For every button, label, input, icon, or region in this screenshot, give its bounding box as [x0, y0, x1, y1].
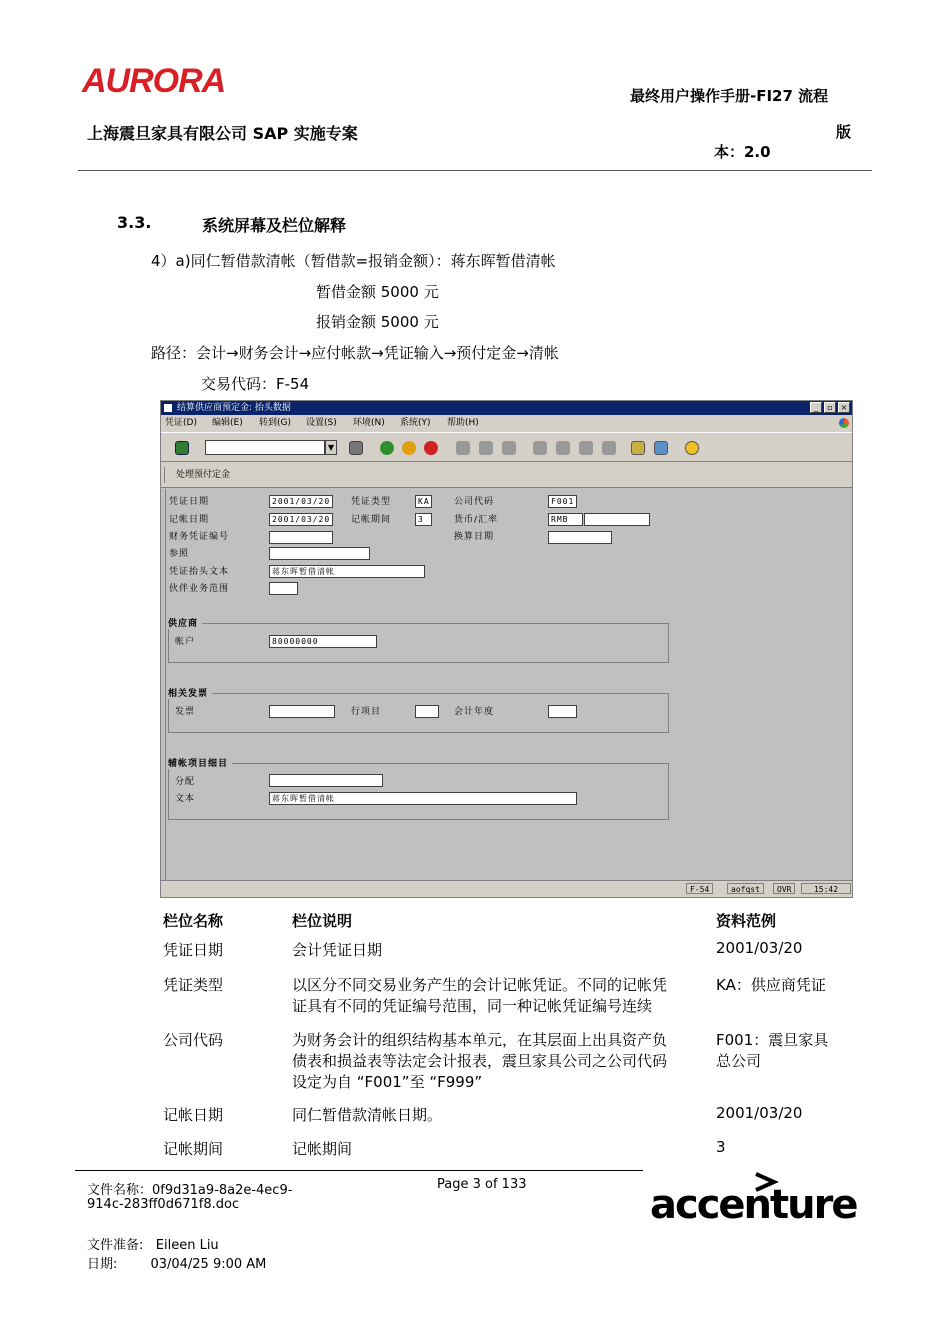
menu-item-goto[interactable]: 转到(G) — [259, 418, 291, 428]
item-text-label: 文本 — [175, 794, 196, 804]
loan-amount: 暂借金额 5000 元 — [316, 283, 439, 301]
vendor-group-title: 供应商 — [168, 616, 202, 629]
table-row-example: 总公司 — [716, 1052, 762, 1070]
intro-line: 4）a)同仁暂借款清帐（暂借款=报销金额）：蒋东晖暂借清帐 — [151, 252, 556, 270]
assignment-label: 分配 — [175, 777, 196, 787]
sap-status-icon — [839, 418, 849, 428]
vendor-group — [168, 623, 669, 663]
table-row-example: KA：供应商凭证 — [716, 976, 826, 994]
doc-date-label: 凭证日期 — [169, 497, 210, 507]
table-row-desc: 会计凭证日期 — [292, 941, 383, 959]
version-label: 版 — [836, 123, 852, 141]
help-icon[interactable] — [685, 441, 699, 455]
item-text-field[interactable]: 蒋东晖暂借清帐 — [269, 792, 577, 805]
table-row-desc: 记帐期间 — [292, 1140, 353, 1158]
application-toolbar — [161, 462, 852, 488]
sap-title-bar — [161, 401, 852, 415]
transaction-code: 交易代码：F-54 — [201, 375, 310, 393]
section-number: 3.3. — [117, 213, 152, 232]
print-icon[interactable] — [456, 441, 470, 455]
company-code-field[interactable]: F001 — [548, 495, 577, 508]
previous-page-icon[interactable] — [556, 441, 570, 455]
doc-date-field[interactable]: 2001/03/20 — [269, 495, 333, 508]
period-field[interactable]: 3 — [415, 513, 432, 526]
post-date-field[interactable]: 2001/03/20 — [269, 513, 333, 526]
company-project: 上海震旦家具有限公司 SAP 实施专案 — [87, 124, 358, 143]
menu-item-system[interactable]: 系统(Y) — [400, 418, 431, 428]
table-row-desc: 设定为自 “F001”至 “F999” — [292, 1073, 483, 1091]
section-title: 系统屏幕及栏位解释 — [202, 216, 347, 235]
translation-date-field[interactable] — [548, 531, 612, 544]
find-icon[interactable] — [479, 441, 493, 455]
table-row-name: 凭证日期 — [163, 941, 224, 959]
table-row-desc: 证具有不同的凭证编号范围，同一种记帐凭证编号连续 — [292, 997, 653, 1015]
invoice-group-title: 相关发票 — [168, 686, 212, 699]
trading-partner-field[interactable] — [269, 582, 298, 595]
invoice-label: 发票 — [175, 707, 196, 717]
table-row-example: 2001/03/20 — [716, 939, 803, 957]
table-row-example: 3 — [716, 1138, 726, 1156]
table-row-desc: 以区分不同交易业务产生的会计记帐凭证。不同的记帐凭 — [292, 976, 668, 994]
command-field[interactable] — [205, 440, 325, 455]
page-number: Page 3 of 133 — [437, 1177, 527, 1192]
menu-item-environment[interactable]: 环境(N) — [353, 418, 385, 428]
table-header-example: 资料范例 — [716, 912, 777, 930]
trading-partner-label: 伙伴业务范围 — [169, 584, 230, 594]
accenture-wordmark: accenture — [650, 1182, 857, 1228]
company-code-label: 公司代码 — [454, 497, 495, 507]
exchange-rate-field[interactable] — [584, 513, 650, 526]
doc-type-field[interactable]: KA — [415, 495, 432, 508]
vendor-account-label: 帐户 — [175, 637, 196, 647]
first-page-icon[interactable] — [533, 441, 547, 455]
post-date-label: 记帐日期 — [169, 515, 210, 525]
status-bar — [161, 880, 852, 897]
find-next-icon[interactable] — [502, 441, 516, 455]
assignment-field[interactable] — [269, 774, 383, 787]
reference-label: 参照 — [169, 549, 190, 559]
prepared-by: 文件准备: Eileen Liu — [87, 1238, 219, 1253]
menu-item-settings[interactable]: 设置(S) — [306, 418, 337, 428]
toolbar-separator — [164, 467, 165, 483]
line-item-label: 行项目 — [351, 707, 382, 717]
accenture-logo — [648, 1168, 857, 1233]
doc-type-label: 凭证类型 — [351, 497, 392, 507]
reimburse-amount: 报销金额 5000 元 — [316, 313, 439, 331]
fiscal-year-label: 会计年度 — [454, 707, 495, 717]
fiscal-year-field[interactable] — [548, 705, 577, 718]
enter-icon[interactable] — [175, 441, 189, 455]
last-page-icon[interactable] — [602, 441, 616, 455]
aurora-logo: AURORA — [82, 62, 226, 100]
exit-icon[interactable] — [402, 441, 416, 455]
table-row-desc: 为财务会计的组织结构基本单元，在其层面上出具资产负 — [292, 1031, 668, 1049]
header-divider — [78, 170, 872, 171]
table-row-example: F001：震旦家具 — [716, 1031, 829, 1049]
item-detail-group-title: 辅帐项目细目 — [168, 756, 232, 769]
reference-field[interactable] — [269, 547, 370, 560]
fin-doc-no-field[interactable] — [269, 531, 333, 544]
vendor-account-field[interactable]: 80000000 — [269, 635, 377, 648]
menu-bar — [161, 415, 852, 432]
maximize-button[interactable]: ▫ — [824, 402, 836, 413]
status-time: 15:42 — [801, 883, 851, 894]
menu-path: 路径：会计→财务会计→应付帐款→凭证输入→预付定金→清帐 — [151, 344, 559, 362]
version-number: 本：2.0 — [714, 143, 771, 161]
status-mode[interactable]: OVR — [773, 883, 795, 894]
status-tcode: F-54 — [686, 883, 713, 894]
line-item-field[interactable] — [415, 705, 439, 718]
close-button[interactable]: × — [838, 402, 850, 413]
header-text-field[interactable]: 蒋东晖暂借清帐 — [269, 565, 425, 578]
table-row-name: 记帐日期 — [163, 1106, 224, 1124]
table-row-name: 凭证类型 — [163, 976, 224, 994]
translation-date-label: 换算日期 — [454, 532, 495, 542]
doc-date: 日期: 03/04/25 9:00 AM — [87, 1257, 267, 1272]
save-icon[interactable] — [349, 441, 363, 455]
table-row-example: 2001/03/20 — [716, 1104, 803, 1122]
menu-item-document[interactable]: 凭证(D) — [165, 418, 197, 428]
menu-item-edit[interactable]: 编辑(E) — [212, 418, 243, 428]
doc-title: 最终用户操作手册-FI27 流程 — [630, 87, 829, 105]
sap-window-icon — [164, 404, 172, 412]
menu-item-help[interactable]: 帮助(H) — [447, 418, 479, 428]
table-row-desc: 债表和损益表等法定会计报表，震旦家具公司之公司代码 — [292, 1052, 668, 1070]
invoice-field[interactable] — [269, 705, 335, 718]
minimize-button[interactable]: _ — [810, 402, 822, 413]
sap-window-title: 结算供应商预定金: 抬头数据 — [177, 403, 291, 413]
back-icon[interactable] — [380, 441, 394, 455]
table-row-name: 记帐期间 — [163, 1140, 224, 1158]
process-down-payment-button[interactable]: 处理预付定金 — [176, 470, 231, 480]
table-header-desc: 栏位说明 — [292, 912, 353, 930]
currency-field[interactable]: RMB — [548, 513, 583, 526]
file-name-line1: 文件名称：0f9d31a9-8a2e-4ec9- — [87, 1183, 293, 1198]
status-server: aofqst — [727, 883, 764, 894]
command-dropdown[interactable]: ▼ — [325, 440, 337, 455]
fin-doc-no-label: 财务凭证编号 — [169, 532, 230, 542]
next-page-icon[interactable] — [579, 441, 593, 455]
table-header-name: 栏位名称 — [163, 912, 224, 930]
table-row-name: 公司代码 — [163, 1031, 224, 1049]
create-session-icon[interactable] — [631, 441, 645, 455]
cancel-icon[interactable] — [424, 441, 438, 455]
shortcut-icon[interactable] — [654, 441, 668, 455]
file-name-line2: 914c-283ff0d671f8.doc — [87, 1197, 240, 1212]
sap-window — [160, 400, 853, 898]
standard-toolbar — [161, 432, 852, 462]
header-text-label: 凭证抬头文本 — [169, 567, 230, 577]
currency-rate-label: 货币/汇率 — [454, 515, 499, 525]
period-label: 记帐期间 — [351, 515, 392, 525]
work-area — [165, 489, 852, 882]
table-row-desc: 同仁暂借款清帐日期。 — [292, 1106, 443, 1124]
footer-divider — [75, 1170, 643, 1171]
